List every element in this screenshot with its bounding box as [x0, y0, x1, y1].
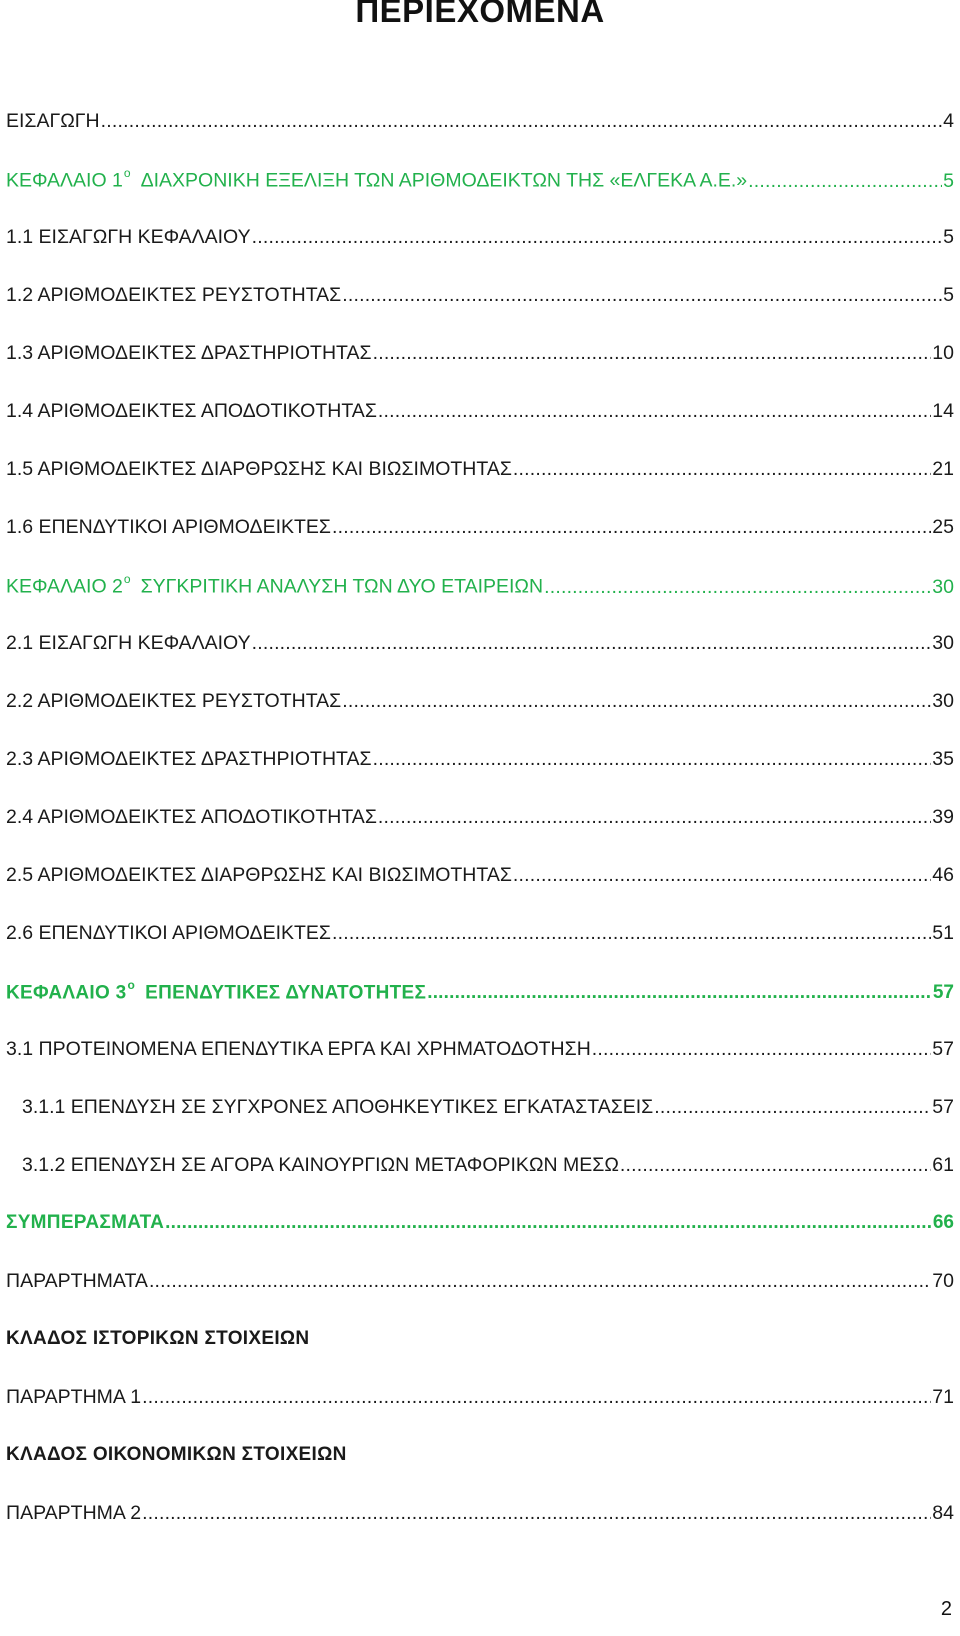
dot-leader	[342, 690, 931, 713]
toc-entry-title: 1.4 ΑΡΙΘΜΟΔΕΙΚΤΕΣ ΑΠΟΔΟΤΙΚΟΤΗΤΑΣ	[6, 400, 377, 422]
toc-entry[interactable]	[6, 1096, 954, 1154]
toc-heading	[6, 1328, 954, 1386]
toc-entry[interactable]	[6, 806, 954, 864]
toc-entry[interactable]	[6, 1502, 954, 1560]
toc-page-number: 35	[932, 748, 954, 770]
dot-leader	[332, 922, 931, 945]
toc-page-number: 30	[932, 575, 954, 598]
toc-entry-label	[6, 632, 251, 655]
toc-entry[interactable]	[6, 574, 954, 632]
toc-entry-label	[6, 110, 100, 133]
toc-page-number: 10	[932, 342, 954, 364]
toc-page-number: 61	[932, 1154, 954, 1176]
toc-entry-label	[6, 748, 372, 771]
toc-page-number: 46	[932, 864, 954, 886]
toc-page-number: 66	[932, 1212, 954, 1233]
toc-page-number: 5	[943, 169, 954, 192]
ordinal-superscript: ο	[127, 978, 136, 992]
toc-entry-label	[22, 1154, 619, 1177]
toc-entry-title: 1.3 ΑΡΙΘΜΟΔΕΙΚΤΕΣ ΔΡΑΣΤΗΡΙΟΤΗΤΑΣ	[6, 342, 372, 364]
ordinal-superscript: ο	[123, 572, 131, 586]
toc-page-number: 84	[932, 1502, 954, 1524]
toc-entry-label	[6, 226, 251, 249]
toc-entry-title: ΠΑΡΑΡΤΗΜΑ 1	[6, 1386, 142, 1408]
toc-entry-title: ΠΑΡΑΡΤΗΜΑ 2	[6, 1502, 142, 1524]
toc-page-number: 30	[932, 690, 954, 712]
toc-entry-title: ΚΛΑΔΟΣ ΟΙΚΟΝΟΜΙΚΩΝ ΣΤΟΙΧΕΙΩΝ	[6, 1444, 347, 1465]
toc-entry-label	[6, 284, 341, 307]
toc-entry[interactable]	[6, 1386, 954, 1444]
toc-entry[interactable]	[6, 110, 954, 168]
table-of-contents	[6, 110, 954, 1560]
toc-entry-title: 2.3 ΑΡΙΘΜΟΔΕΙΚΤΕΣ ΔΡΑΣΤΗΡΙΟΤΗΤΑΣ	[6, 748, 372, 770]
toc-entry[interactable]	[6, 748, 954, 806]
toc-entry[interactable]	[6, 458, 954, 516]
toc-entry-label	[6, 1328, 309, 1350]
toc-page-number: 57	[932, 1038, 954, 1060]
dot-leader	[544, 576, 931, 599]
toc-page-number: 70	[932, 1270, 954, 1292]
toc-entry-title: 3.1.1 ΕΠΕΝΔΥΣΗ ΣΕ ΣΥΓΧΡΟΝΕΣ ΑΠΟΘΗΚΕΥΤΙΚΕΣ ΕΓΚΑΤΑΣΤΑΣΕΙΣ	[22, 1096, 654, 1118]
dot-leader	[513, 864, 931, 887]
toc-entry-label	[6, 458, 512, 481]
toc-entry-label	[6, 980, 426, 1004]
toc-entry-label	[6, 864, 512, 887]
toc-entry[interactable]	[6, 864, 954, 922]
toc-entry[interactable]	[6, 1270, 954, 1328]
toc-entry-label	[6, 1502, 141, 1525]
toc-entry-label	[6, 168, 747, 193]
toc-entry-title: 2.1 ΕΙΣΑΓΩΓΗ ΚΕΦΑΛΑΙΟΥ	[6, 632, 251, 654]
toc-entry-title: ΣΥΜΠΕΡΑΣΜΑΤΑ	[6, 1212, 165, 1233]
toc-page-number: 4	[943, 110, 954, 132]
toc-page-number: 39	[932, 806, 954, 828]
dot-leader	[592, 1038, 932, 1061]
toc-page-number: 57	[932, 982, 954, 1004]
toc-entry[interactable]	[6, 922, 954, 980]
toc-entry-title: ΕΙΣΑΓΩΓΗ	[6, 110, 100, 132]
dot-leader	[101, 110, 943, 133]
dot-leader	[142, 1386, 931, 1409]
dot-leader	[342, 284, 942, 307]
toc-entry-label	[6, 516, 331, 539]
toc-entry[interactable]	[6, 690, 954, 748]
toc-page-number: 5	[943, 284, 954, 306]
toc-entry-label	[22, 1096, 653, 1119]
toc-page-number: 21	[932, 458, 954, 480]
toc-entry-label	[6, 1444, 347, 1466]
dot-leader	[513, 458, 931, 481]
toc-entry-label	[6, 400, 377, 423]
dot-leader	[165, 1212, 932, 1234]
toc-entry-label	[6, 1270, 148, 1293]
page-number: 2	[940, 1598, 952, 1620]
toc-entry[interactable]	[6, 284, 954, 342]
dot-leader	[373, 342, 932, 365]
chapter-subtitle: ΕΠΕΝΔΥΤΙΚΕΣ ΔΥΝΑΤΟΤΗΤΕΣ	[145, 982, 427, 1004]
toc-entry-label	[6, 806, 377, 829]
toc-page-number: 30	[932, 632, 954, 654]
toc-entry-title: 2.2 ΑΡΙΘΜΟΔΕΙΚΤΕΣ ΡΕΥΣΤΟΤΗΤΑΣ	[6, 690, 342, 712]
toc-entry[interactable]	[6, 1154, 954, 1212]
toc-entry-title: 3.1 ΠΡΟΤΕΙΝΟΜΕΝΑ ΕΠΕΝΔΥΤΙΚΑ ΕΡΓΑ ΚΑΙ ΧΡΗΜΑΤΟΔΟΤΗΣΗ	[6, 1038, 591, 1060]
dot-leader	[149, 1270, 931, 1293]
toc-page-number: 57	[932, 1096, 954, 1118]
toc-entry-label	[6, 1212, 164, 1234]
dot-leader	[748, 170, 942, 193]
toc-entry-label	[6, 922, 331, 945]
page-title: ΠΕΡΙΕΧΟΜΕΝΑ	[355, 0, 605, 29]
toc-entry[interactable]	[6, 400, 954, 458]
toc-entry-title: ΚΛΑΔΟΣ ΙΣΤΟΡΙΚΩΝ ΣΤΟΙΧΕΙΩΝ	[6, 1328, 310, 1349]
toc-page-number: 5	[943, 226, 954, 248]
toc-entry-label	[6, 1386, 141, 1409]
toc-entry[interactable]	[6, 226, 954, 284]
toc-entry-title: 2.5 ΑΡΙΘΜΟΔΕΙΚΤΕΣ ΔΙΑΡΘΡΩΣΗΣ ΚΑΙ ΒΙΩΣΙΜΟΤΗΤΑΣ	[6, 864, 512, 886]
toc-entry[interactable]	[6, 632, 954, 690]
dot-leader	[373, 748, 932, 771]
toc-entry-label	[6, 574, 543, 599]
dot-leader	[332, 516, 931, 539]
toc-page-number: 71	[932, 1386, 954, 1408]
toc-entry[interactable]	[6, 1038, 954, 1096]
toc-heading	[6, 1444, 954, 1502]
toc-entry-title: 1.1 ΕΙΣΑΓΩΓΗ ΚΕΦΑΛΑΙΟΥ	[6, 226, 251, 248]
toc-entry-title: 3.1.2 ΕΠΕΝΔΥΣΗ ΣΕ ΑΓΟΡΑ ΚΑΙΝΟΥΡΓΙΩΝ ΜΕΤΑΦΟΡΙΚΩΝ ΜΕΣΩ	[22, 1154, 619, 1176]
toc-entry[interactable]	[6, 980, 954, 1038]
toc-entry-title: ΚΕΦΑΛΑΙΟ 1	[6, 169, 123, 192]
toc-entry-title: ΚΕΦΑΛΑΙΟ 3	[6, 982, 127, 1004]
toc-page-number: 25	[932, 516, 954, 538]
toc-entry-title: 2.6 ΕΠΕΝΔΥΤΙΚΟΙ ΑΡΙΘΜΟΔΕΙΚΤΕΣ	[6, 922, 331, 944]
toc-entry-label	[6, 1038, 591, 1061]
dot-leader	[378, 806, 931, 829]
toc-entry[interactable]	[6, 342, 954, 400]
toc-entry[interactable]	[6, 1212, 954, 1270]
dot-leader	[427, 982, 932, 1004]
toc-page-number: 51	[932, 922, 954, 944]
toc-entry-title: 1.5 ΑΡΙΘΜΟΔΕΙΚΤΕΣ ΔΙΑΡΘΡΩΣΗΣ ΚΑΙ ΒΙΩΣΙΜΟΤΗΤΑΣ	[6, 458, 512, 480]
dot-leader	[620, 1154, 931, 1177]
toc-entry-label	[6, 690, 341, 713]
chapter-subtitle: ΔΙΑΧΡΟΝΙΚΗ ΕΞΕΛΙΞΗ ΤΩΝ ΑΡΙΘΜΟΔΕΙΚΤΩΝ ΤΗΣ «ΕΛΓΕΚΑ Α.Ε.»	[140, 169, 748, 192]
dot-leader	[654, 1096, 931, 1119]
dot-leader	[142, 1502, 931, 1525]
toc-entry[interactable]	[6, 516, 954, 574]
dot-leader	[252, 632, 932, 655]
toc-entry-title: 2.4 ΑΡΙΘΜΟΔΕΙΚΤΕΣ ΑΠΟΔΟΤΙΚΟΤΗΤΑΣ	[6, 806, 377, 828]
toc-entry-title: ΠΑΡΑΡΤΗΜΑΤΑ	[6, 1270, 148, 1292]
dot-leader	[252, 226, 943, 249]
toc-entry-title: 1.6 ΕΠΕΝΔΥΤΙΚΟΙ ΑΡΙΘΜΟΔΕΙΚΤΕΣ	[6, 516, 331, 538]
chapter-subtitle: ΣΥΓΚΡΙΤΙΚΗ ΑΝΑΛΥΣΗ ΤΩΝ ΔΥΟ ΕΤΑΙΡΕΙΩΝ	[140, 575, 544, 598]
ordinal-superscript: ο	[123, 166, 131, 180]
toc-entry-title: 1.2 ΑΡΙΘΜΟΔΕΙΚΤΕΣ ΡΕΥΣΤΟΤΗΤΑΣ	[6, 284, 342, 306]
toc-entry-title: ΚΕΦΑΛΑΙΟ 2	[6, 575, 123, 598]
dot-leader	[378, 400, 931, 423]
toc-page-number: 14	[932, 400, 954, 422]
toc-entry-label	[6, 342, 372, 365]
toc-entry[interactable]	[6, 168, 954, 226]
